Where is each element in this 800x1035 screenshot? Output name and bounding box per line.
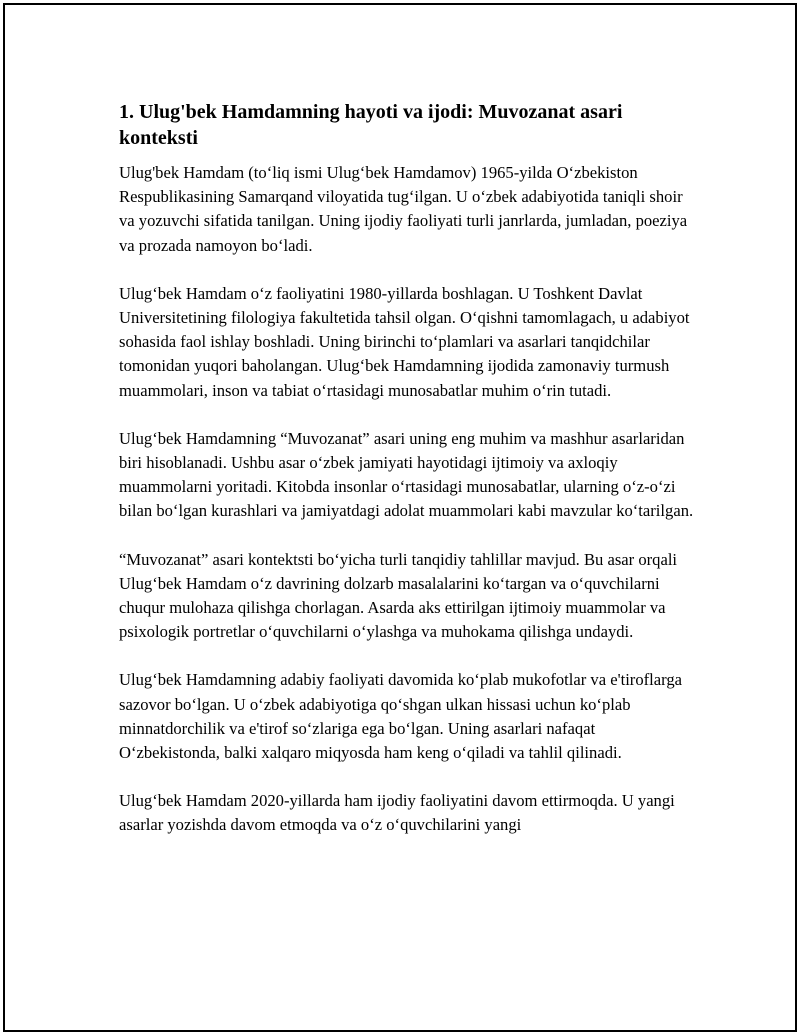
section-heading: 1. Ulug'bek Hamdamning hayoti va ijodi: Muvozanat asari konteksti	[119, 101, 623, 149]
paragraph-career: Ulug‘bek Hamdam o‘z faoliyatini 1980-yillarda boshlagan. U Toshkent Davlat Universitetining filologiya fakultetida tahsil olgan. O‘qishni tamomlagach, u adabiyot sohasida faol ishlay boshladi. Uning birinchi to‘plamlari va asarlari tanqidchilar tomonidan yuqori baholangan. Ulug‘bek Hamdamning ijodida zamonaviy turmush muammolari, inson va tabiat o‘rtasidagi munosabatlar muhim o‘rin tutadi.	[119, 283, 690, 400]
paragraph-muvozanat: Ulug‘bek Hamdamning “Muvozanat” asari uning eng muhim va mashhur asarlaridan biri hisoblanadi. Ushbu asar o‘zbek jamiyati hayotidagi ijtimoiy va axloqiy muammolarni yoritadi. Kitobda insonlar o‘rtasidagi munosabatlar, ularning o‘z-o‘zi bilan bo‘lgan kurashlari va jamiyatdagi adolat muammolari kabi mavzular ko‘tarilgan.	[119, 428, 694, 521]
paragraph-context: “Muvozanat” asari kontektsti bo‘yicha turli tanqidiy tahlillar mavjud. Bu asar orqali Ulug‘bek Hamdam o‘z davrining dolzarb masalalarini ko‘targan va o‘quvchilarni chuqur mulohaza qilishga chorlagan. Asarda aks ettirilgan ijtimoiy muammolar va psixologik portretlar o‘quvchilarni o‘ylashga va muhokama qilishga undaydi.	[119, 549, 678, 642]
paragraph-current: Ulug‘bek Hamdam 2020-yillarda ham ijodiy faoliyatini davom ettirmoqda. U yangi asarlar yozishda davom etmoqda va o‘z o‘quvchilarini yangi	[119, 791, 675, 835]
paragraph-awards: Ulug‘bek Hamdamning adabiy faoliyati davomida ko‘plab mukofotlar va e'tiroflarga sazovor bo‘lgan. U o‘zbek adabiyotiga qo‘shgan ulkan hissasi uchun ko‘plab minnatdorchilik va e'tirof so‘zlariga ega bo‘lgan. Uning asarlari nafaqat O‘zbekistonda, balki xalqaro miqyosda ham keng o‘qiladi va tahlil qilinadi.	[119, 670, 683, 763]
paragraph-birth: Ulug'bek Hamdam (to‘liq ismi Ulug‘bek Hamdamov) 1965-yilda O‘zbekiston Respublikasining Samarqand viloyatida tug‘ilgan. U o‘zbek adabiyotida taniqli shoir va yozuvchi sifatida tanilgan. Uning ijodiy faoliyati turli janrlarda, jumladan, poeziya va prozada namoyon bo‘ladi.	[119, 163, 688, 255]
document-page	[3, 3, 797, 1032]
document-body	[119, 99, 699, 862]
